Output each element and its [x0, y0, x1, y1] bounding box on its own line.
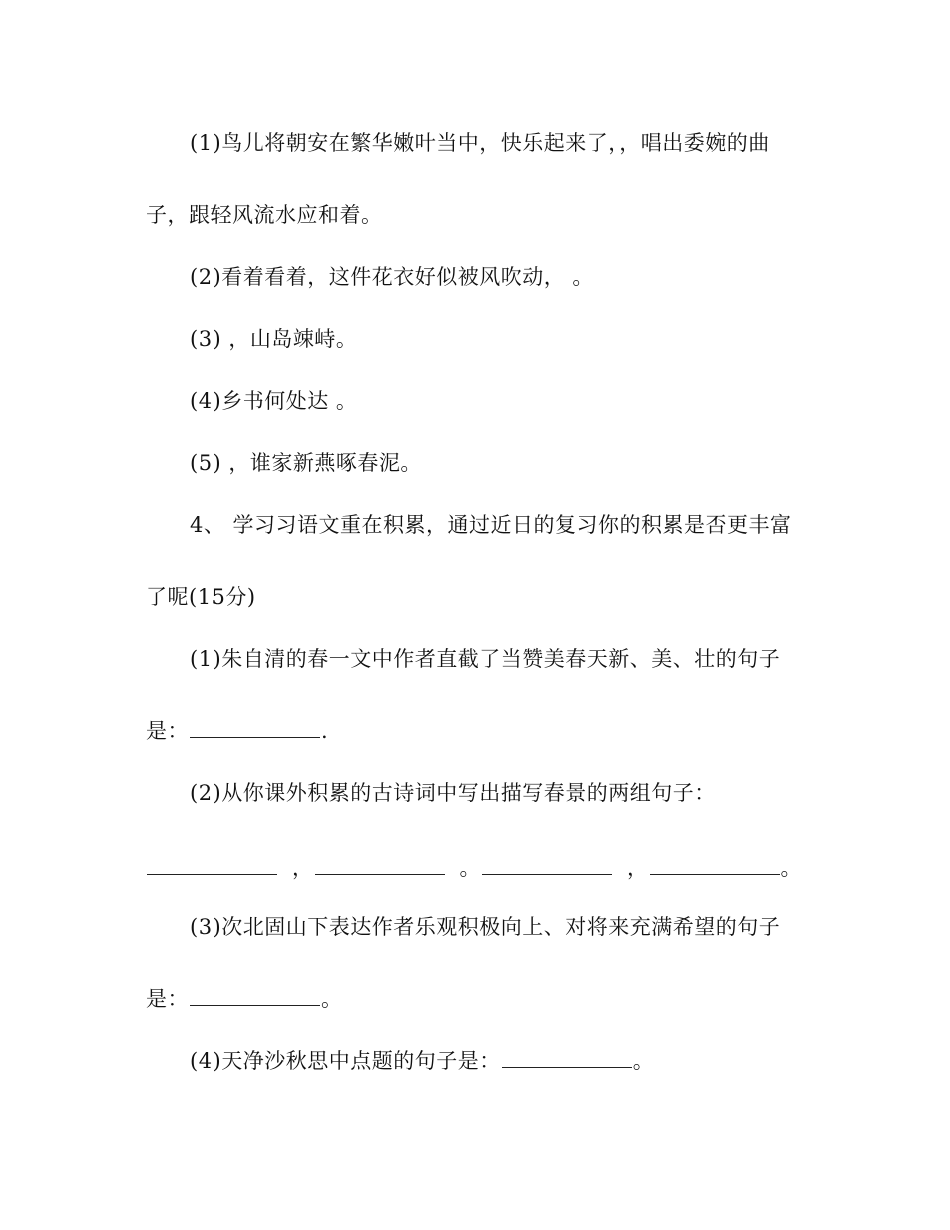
- question-4-1-end: .: [321, 719, 329, 743]
- paragraph-1-line-2: 子，跟轻风流水应和着。: [146, 203, 383, 227]
- question-4-1-line-1: (1)朱自清的春一文中作者直截了当赞美春天新、美、壮的句子: [190, 647, 781, 671]
- question-4-3-line-2: [146, 984, 343, 1014]
- question-4-3-prefix: 是：: [146, 987, 189, 1011]
- paragraph-3: (3) ，山岛竦峙。: [190, 327, 358, 351]
- question-4-line-1: 4、 学习习语文重在积累，通过近日的复习你的积累是否更丰富: [190, 513, 792, 537]
- question-4-3-line-1: (3)次北固山下表达作者乐观积极向上、对将来充满希望的句子: [190, 915, 781, 939]
- answer-blank[interactable]: [650, 856, 780, 875]
- separator: ，: [627, 856, 649, 880]
- question-4-line-2: 了呢(15分): [146, 585, 256, 609]
- paragraph-5: (5) ，谁家新燕啄春泥。: [190, 451, 422, 475]
- question-4-3-end: 。: [321, 987, 343, 1011]
- answer-blank[interactable]: [502, 1049, 632, 1068]
- answer-blank[interactable]: [315, 856, 445, 875]
- answer-blank[interactable]: [190, 719, 320, 738]
- paragraph-1-line-1: (1)鸟儿将朝安在繁华嫩叶当中，快乐起来了，，唱出委婉的曲: [190, 131, 770, 155]
- separator: ，: [292, 856, 314, 880]
- separator: 。: [780, 856, 802, 880]
- paragraph-2: (2)看着看着，这件花衣好似被风吹动， 。: [190, 265, 594, 289]
- question-4-4-prefix: (4)天净沙秋思中点题的句子是：: [190, 1049, 501, 1073]
- answer-blank[interactable]: [190, 987, 320, 1006]
- question-4-2-blanks: [146, 853, 802, 883]
- answer-blank[interactable]: [482, 856, 612, 875]
- question-4-4-end: 。: [632, 1049, 655, 1073]
- separator: 。: [459, 856, 481, 880]
- question-4-1-prefix: 是：: [146, 719, 189, 743]
- question-4-1-line-2: [146, 716, 328, 746]
- paragraph-4: (4)乡书何处达 。: [190, 389, 358, 413]
- answer-blank[interactable]: [147, 856, 277, 875]
- question-4-2: (2)从你课外积累的古诗词中写出描写春景的两组句子：: [190, 781, 716, 805]
- question-4-4: [190, 1046, 654, 1076]
